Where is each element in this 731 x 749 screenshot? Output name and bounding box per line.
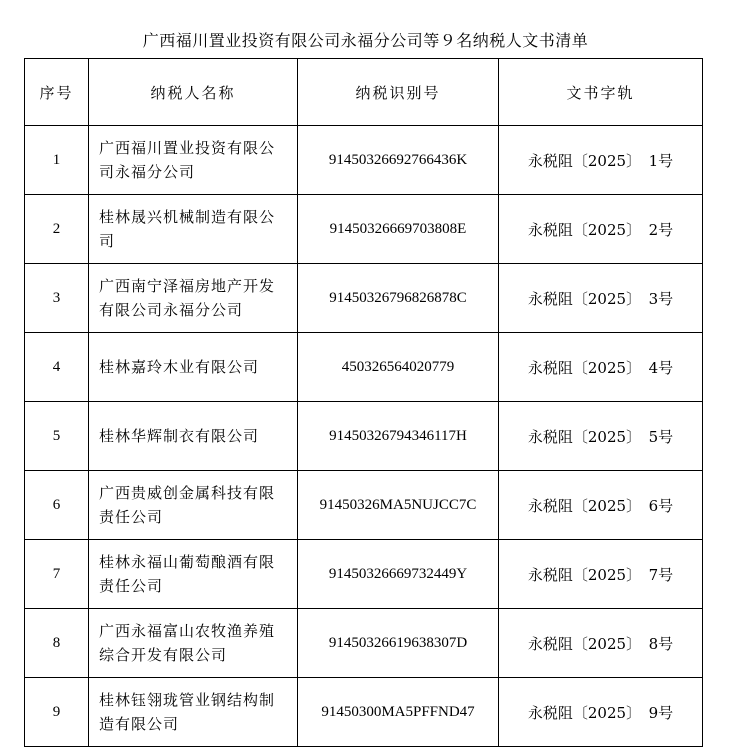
row-document-number: 永税阻〔2025〕 4号 (499, 333, 703, 402)
row-tax-id: 91450326796826878C (298, 264, 499, 333)
table-row (25, 264, 703, 333)
document-title: 广西福川置业投资有限公司永福分公司等９名纳税人文书清单 (142, 31, 589, 50)
row-taxpayer-name: 桂林永福山葡萄酿酒有限责任公司 (89, 540, 298, 609)
row-taxpayer-name: 桂林嘉玲木业有限公司 (89, 333, 298, 402)
row-document-number: 永税阻〔2025〕 7号 (499, 540, 703, 609)
row-serial: 4 (25, 333, 89, 402)
row-serial: 2 (25, 195, 89, 264)
row-taxpayer-name: 桂林晟兴机械制造有限公司 (89, 195, 298, 264)
row-taxpayer-name: 桂林华辉制衣有限公司 (89, 402, 298, 471)
row-taxpayer-name: 广西南宁泽福房地产开发有限公司永福分公司 (89, 264, 298, 333)
row-tax-id: 91450326794346117H (298, 402, 499, 471)
row-document-number: 永税阻〔2025〕 3号 (499, 264, 703, 333)
row-document-number: 永税阻〔2025〕 5号 (499, 402, 703, 471)
table-row (25, 126, 703, 195)
row-taxpayer-name: 桂林钰翎珑管业钢结构制造有限公司 (89, 678, 298, 747)
row-serial: 8 (25, 609, 89, 678)
row-tax-id: 91450326619638307D (298, 609, 499, 678)
table-row (25, 402, 703, 471)
header-serial: 序号 (25, 59, 89, 126)
row-taxpayer-name: 广西永福富山农牧渔养殖综合开发有限公司 (89, 609, 298, 678)
header-tax-id: 纳税识别号 (298, 59, 499, 126)
taxpayer-table (24, 58, 703, 747)
table-row (25, 609, 703, 678)
row-tax-id: 450326564020779 (298, 333, 499, 402)
row-document-number: 永税阻〔2025〕 6号 (499, 471, 703, 540)
row-serial: 9 (25, 678, 89, 747)
row-document-number: 永税阻〔2025〕 1号 (499, 126, 703, 195)
row-document-number: 永税阻〔2025〕 8号 (499, 609, 703, 678)
row-tax-id: 91450300MA5PFFND47 (298, 678, 499, 747)
row-serial: 6 (25, 471, 89, 540)
table-header-row (25, 59, 703, 126)
row-serial: 5 (25, 402, 89, 471)
row-document-number: 永税阻〔2025〕 9号 (499, 678, 703, 747)
table-row (25, 195, 703, 264)
table-row (25, 333, 703, 402)
table-row (25, 471, 703, 540)
row-taxpayer-name: 广西贵威创金属科技有限责任公司 (89, 471, 298, 540)
row-tax-id: 91450326MA5NUJCC7C (298, 471, 499, 540)
row-tax-id: 91450326669703808E (298, 195, 499, 264)
table-row (25, 678, 703, 747)
row-taxpayer-name: 广西福川置业投资有限公司永福分公司 (89, 126, 298, 195)
header-document-number: 文书字轨 (499, 59, 703, 126)
row-serial: 1 (25, 126, 89, 195)
table-row (25, 540, 703, 609)
row-serial: 7 (25, 540, 89, 609)
row-document-number: 永税阻〔2025〕 2号 (499, 195, 703, 264)
row-tax-id: 91450326669732449Y (298, 540, 499, 609)
header-taxpayer-name: 纳税人名称 (89, 59, 298, 126)
row-tax-id: 91450326692766436K (298, 126, 499, 195)
row-serial: 3 (25, 264, 89, 333)
